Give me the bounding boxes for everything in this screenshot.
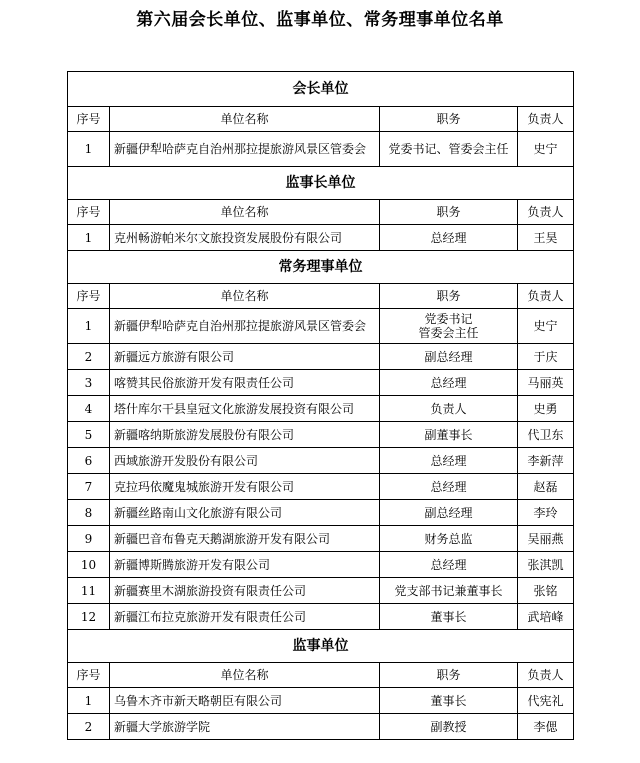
column-header-unit: 单位名称 [110,200,380,225]
row-person: 于庆 [518,344,574,370]
row-seq: 5 [68,422,110,448]
row-unit-name: 新疆远方旅游有限公司 [110,344,380,370]
table-row [68,344,574,370]
column-header-seq: 序号 [68,663,110,688]
row-person: 史勇 [518,396,574,422]
row-unit-name: 新疆喀纳斯旅游发展股份有限公司 [110,422,380,448]
column-header-seq: 序号 [68,107,110,132]
row-person: 代宪礼 [518,688,574,714]
row-unit-name: 克州畅游帕米尔文旅投资发展股份有限公司 [110,225,380,251]
row-person: 武培峰 [518,604,574,630]
row-unit-name: 塔什库尔干县皇冠文化旅游发展投资有限公司 [110,396,380,422]
table-row [68,225,574,251]
table-row [68,448,574,474]
row-seq: 2 [68,714,110,740]
row-person: 张淇凯 [518,552,574,578]
column-header-person: 负责人 [518,663,574,688]
section-heading-row [68,630,574,663]
column-header-row [68,284,574,309]
row-person: 马丽英 [518,370,574,396]
row-person: 赵磊 [518,474,574,500]
row-person: 代卫东 [518,422,574,448]
row-person: 李新萍 [518,448,574,474]
section-heading-row [68,251,574,284]
row-unit-name: 新疆大学旅游学院 [110,714,380,740]
row-unit-name: 克拉玛依魔鬼城旅游开发有限公司 [110,474,380,500]
row-unit-name: 新疆伊犁哈萨克自治州那拉提旅游风景区管委会 [110,309,380,344]
row-person: 张铭 [518,578,574,604]
row-position: 财务总监 [380,526,518,552]
column-header-position: 职务 [380,284,518,309]
table-row [68,422,574,448]
unit-roster-table [67,71,574,740]
column-header-unit: 单位名称 [110,107,380,132]
row-seq: 1 [68,132,110,167]
row-unit-name: 乌鲁木齐市新天略朝臣有限公司 [110,688,380,714]
row-unit-name: 新疆博斯腾旅游开发有限公司 [110,552,380,578]
column-header-position: 职务 [380,200,518,225]
column-header-position: 职务 [380,107,518,132]
row-position: 副总经理 [380,500,518,526]
row-unit-name: 喀赞其民俗旅游开发有限责任公司 [110,370,380,396]
row-seq: 8 [68,500,110,526]
row-position: 总经理 [380,552,518,578]
row-position: 总经理 [380,370,518,396]
row-position: 负责人 [380,396,518,422]
table-row [68,604,574,630]
row-person: 史宁 [518,309,574,344]
row-unit-name: 新疆伊犁哈萨克自治州那拉提旅游风景区管委会 [110,132,380,167]
table-row [68,474,574,500]
column-header-person: 负责人 [518,284,574,309]
column-header-row [68,663,574,688]
section-heading: 监事单位 [68,630,574,663]
row-position: 董事长 [380,604,518,630]
row-seq: 2 [68,344,110,370]
row-position: 党委书记、管委会主任 [380,132,518,167]
column-header-person: 负责人 [518,200,574,225]
section-heading: 监事长单位 [68,167,574,200]
table-row [68,714,574,740]
row-seq: 1 [68,309,110,344]
section-heading: 常务理事单位 [68,251,574,284]
row-unit-name: 新疆巴音布鲁克天鹅湖旅游开发有限公司 [110,526,380,552]
row-position: 副总经理 [380,344,518,370]
row-seq: 1 [68,225,110,251]
section-heading: 会长单位 [68,72,574,107]
table-row [68,132,574,167]
row-seq: 6 [68,448,110,474]
column-header-position: 职务 [380,663,518,688]
section-heading-row [68,167,574,200]
row-position: 董事长 [380,688,518,714]
row-position: 总经理 [380,474,518,500]
row-position: 副董事长 [380,422,518,448]
table-row [68,526,574,552]
row-person: 王昊 [518,225,574,251]
table-row [68,370,574,396]
column-header-row [68,107,574,132]
table-row [68,500,574,526]
row-seq: 7 [68,474,110,500]
row-position: 总经理 [380,225,518,251]
row-seq: 12 [68,604,110,630]
row-position: 总经理 [380,448,518,474]
row-unit-name: 新疆赛里木湖旅游投资有限责任公司 [110,578,380,604]
table-row [68,396,574,422]
row-person: 史宁 [518,132,574,167]
column-header-seq: 序号 [68,284,110,309]
row-seq: 4 [68,396,110,422]
row-seq: 9 [68,526,110,552]
column-header-unit: 单位名称 [110,663,380,688]
row-person: 吴丽燕 [518,526,574,552]
table-row [68,552,574,578]
document-title: 第六届会长单位、监事单位、常务理事单位名单 [136,10,504,30]
row-unit-name: 西域旅游开发股份有限公司 [110,448,380,474]
table-row [68,309,574,344]
row-person: 李玲 [518,500,574,526]
row-seq: 11 [68,578,110,604]
row-position: 党支部书记兼董事长 [380,578,518,604]
table-row [68,578,574,604]
row-seq: 3 [68,370,110,396]
section-heading-row [68,72,574,107]
row-position: 党委书记 管委会主任 [380,309,518,344]
row-unit-name: 新疆丝路南山文化旅游有限公司 [110,500,380,526]
row-unit-name: 新疆江布拉克旅游开发有限责任公司 [110,604,380,630]
row-position: 副教授 [380,714,518,740]
table-row [68,688,574,714]
row-seq: 1 [68,688,110,714]
row-person: 李偲 [518,714,574,740]
row-seq: 10 [68,552,110,578]
column-header-unit: 单位名称 [110,284,380,309]
column-header-person: 负责人 [518,107,574,132]
column-header-seq: 序号 [68,200,110,225]
column-header-row [68,200,574,225]
